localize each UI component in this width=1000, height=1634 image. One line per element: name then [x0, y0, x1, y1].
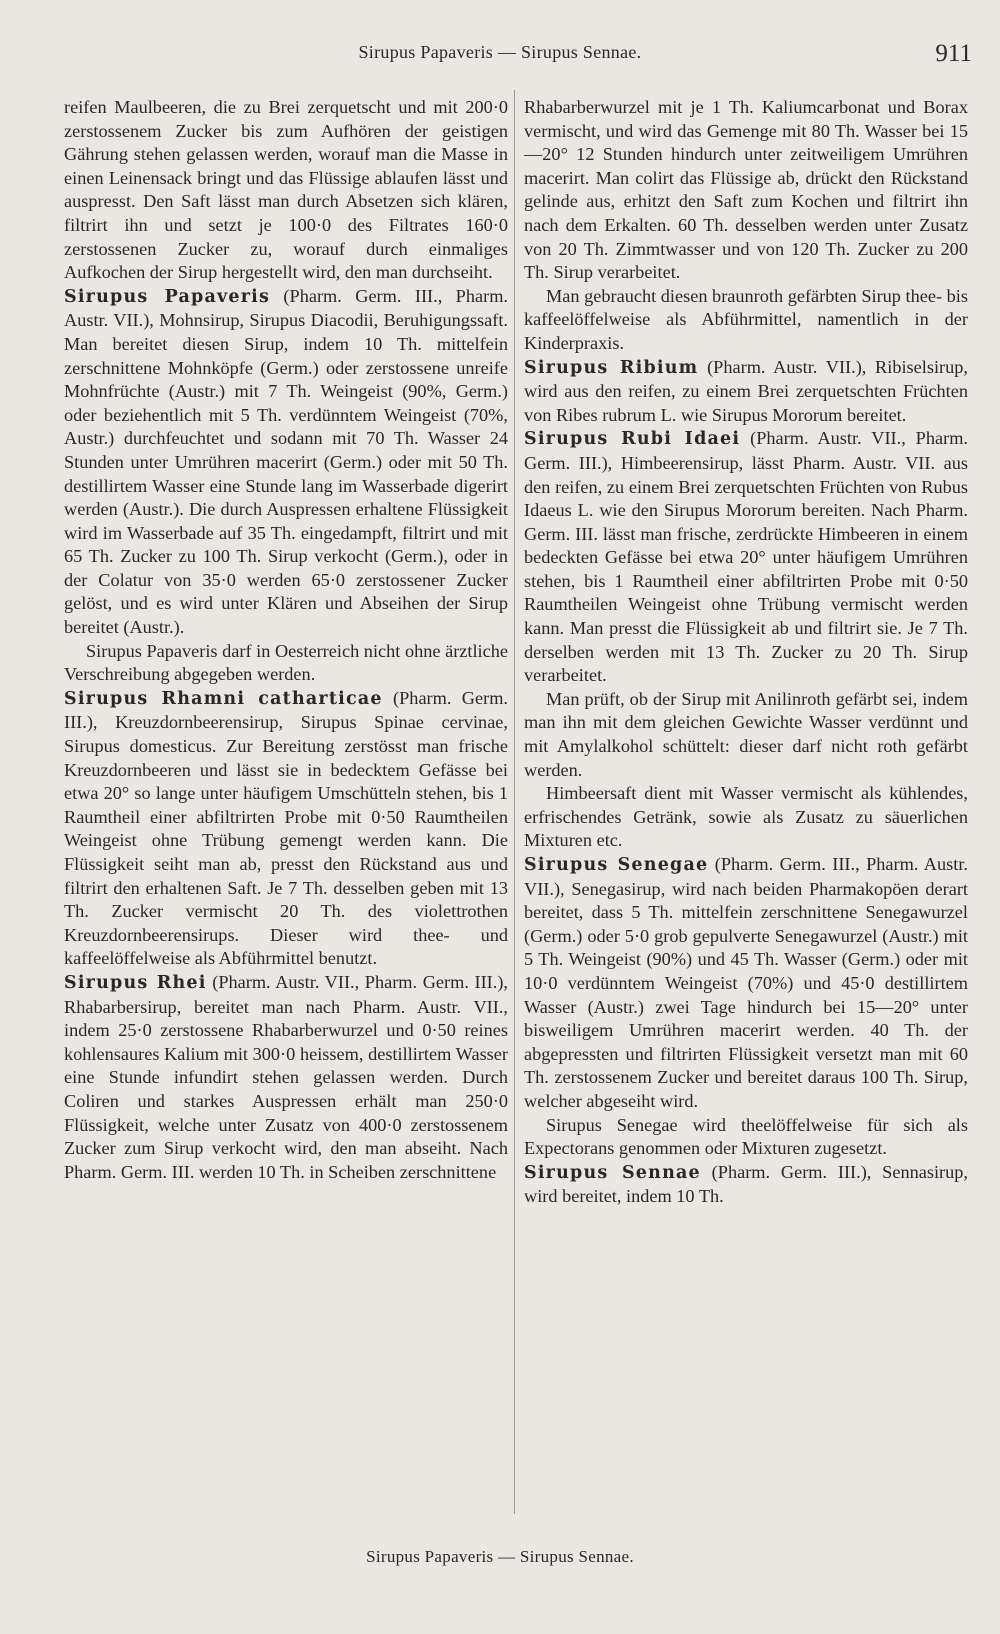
entry-heading: Sirupus Rhei [64, 972, 207, 993]
paragraph [524, 285, 968, 356]
page-header [0, 40, 1000, 76]
entry-heading: Sirupus Rhamni catharticae [64, 688, 383, 709]
entry-heading: Sirupus Senegae [524, 855, 709, 875]
paragraph-text: Man gebraucht diesen braunroth gefärbten Sirup thee- bis kaffeelöffelweise als Abführmittel, namentlich in der Kinderpraxis. [524, 285, 968, 353]
paragraph [524, 782, 968, 853]
paragraph-text: Rhabarberwurzel mit je 1 Th. Kaliumcarbonat und Borax vermischt, und wird das Gemenge mit 80 Th. Wasser bei 15—20° 12 Stunden hindurch unter zeitweiligem Umrühren macerirt. Man colirt das Flüssige ab, drückt den Rückstand gelinde aus, erhitzt den Saft zum Kochen und filtrirt ihn nach dem Erkalten. 60 Th. desselben werden unter Zusatz von 20 Th. Zimmtwasser und von 120 Th. Zucker zu 200 Th. Sirup verarbeitet. [524, 97, 968, 283]
running-footer: Sirupus Papaveris — Sirupus Sennae. [366, 1547, 634, 1566]
entry-heading: Sirupus Sennae [524, 1162, 701, 1183]
paragraph-text: Sirupus Senegae wird theelöffelweise für sich als Expectorans genommen oder Mixturen zugesetzt. [524, 1114, 968, 1159]
paragraph [524, 1114, 968, 1161]
entry-paragraph [64, 971, 508, 1184]
left-column [64, 96, 508, 1184]
paragraph-text: (Pharm. Austr. VII., Pharm. Germ. III.), Rhabarbersirup, bereitet man nach Pharm. Austr. VII., indem 25·0 zerstossene Rhabarberwurzel und 0·50 reines kohlensaures Kalium mit 300·0 heissem, destillirtem Wasser eine Stunde infundirt stehen gelassen werden. Durch Coliren und starkes Auspressen erhält man 250·0 Flüssigkeit, welche unter Zusatz von 400·0 zerstossenem Zucker zum Sirup verkocht wird, den man abseiht. Nach Pharm. Germ. III. werden 10 Th. in Scheiben zerschnittene [64, 971, 508, 1182]
paragraph-text: (Pharm. Austr. VII.), Ribiselsirup, wird aus den reifen, zu einem Brei zerquetschten Früchten von Ribes rubrum L. wie Sirupus Mororum bereitet. [524, 356, 968, 425]
entry-paragraph [64, 285, 508, 640]
entry-paragraph [524, 356, 968, 428]
entry-paragraph [524, 853, 968, 1114]
entry-paragraph [524, 427, 968, 688]
entry-paragraph [64, 687, 508, 971]
right-column [524, 96, 968, 1209]
paragraph-text: reifen Maulbeeren, die zu Brei zerquetscht und mit 200·0 zerstossenem Zucker bis zum Aufhören der geistigen Gährung stehen gelassen werden, worauf man die Masse in einen Leinensack bringt und das Flüssige ablaufen lässt und auspresst. Den Saft lässt man durch Absetzen sich klären, filtrirt ihn und setzt je 100·0 des Filtrates 160·0 zerstossenen Zucker zu, worauf durch einmaliges Aufkochen der Sirup hergestellt wird, den man durchseiht. [64, 97, 508, 283]
paragraph-text: (Pharm. Austr. VII., Pharm. Germ. III.), Himbeerensirup, lässt Pharm. Austr. VII. aus den reifen, zu einem Brei zerquetschten Früchten von Rubus Idaeus L. wie den Sirupus Mororum bereiten. Nach Pharm. Germ. III. lässt man frische, zerdrückte Himbeeren in einem bedeckten Gefässe bei etwa 20° unter häufigem Umrühren stehen, bis 1 Raumtheil einer abfiltrirten Probe mit 0·50 Raumtheilen Weingeist ohne Trübung vermischt werden kann. Man presst die Flüssigkeit ab und filtrirt sie. Je 7 Th. derselben werden mit 13 Th. Zucker zu 20 Th. Sirup verarbeitet. [524, 428, 968, 686]
paragraph [524, 96, 968, 285]
paragraph-text: (Pharm. Germ. III.), Sennasirup, wird bereitet, indem 10 Th. [524, 1161, 968, 1207]
paragraph-text: (Pharm. Germ. III.), Kreuzdornbeerensirup, Sirupus Spinae cervinae, Sirupus domesticus. Zur Bereitung zerstösst man frische Kreuzdornbeeren und lässt sie in bedecktem Gefässe bei etwa 20° so lange unter häufigem Umschütteln stehen, bis 1 Raumtheil einer abfiltrirten Probe mit 0·50 Raumtheilen Weingeist ohne Trübung gemengt werden kann. Die Flüssigkeit seiht man ab, presst den Rückstand aus und filtrirt den erhaltenen Saft. Je 7 Th. desselben geben mit 13 Th. Zucker vermischt 20 Th. des violettrothen Kreuzdornbeerensirups. Dieser wird thee- und kaffeelöffelweise als Abführmittel benutzt. [64, 687, 508, 969]
entry-heading: Sirupus Rubi Idaei [524, 429, 741, 450]
entry-heading: Sirupus Papaveris [64, 286, 271, 307]
page-number: 911 [935, 40, 972, 67]
paragraph-text: Sirupus Papaveris darf in Oesterreich nicht ohne ärztliche Verschreibung abgegeben werden. [64, 640, 508, 685]
paragraph-text: Himbeersaft dient mit Wasser vermischt als kühlendes, erfrischendes Getränk, sowie als Zusatz zu säuerlichen Mixturen etc. [524, 783, 968, 851]
paragraph-text: Man prüft, ob der Sirup mit Anilinroth gefärbt sei, indem man ihn mit dem gleichen Gewichte Wasser verdünnt und mit Amylalkohol schüttelt: dieser darf nicht roth gefärbt werden. [524, 688, 968, 780]
paragraph [524, 688, 968, 782]
paragraph-text: (Pharm. Germ. III., Pharm. Austr. VII.), Mohnsirup, Sirupus Diacodii, Beruhigungssaft. Man bereitet diesen Sirup, indem 10 Th. mittelfein zerschnittene Mohnköpfe (Germ.) oder zerstossene unreife Mohnfrüchte (Austr.) mit 7 Th. Weingeist (90%, Germ.) oder beziehentlich mit 5 Th. verdünntem Weingeist (70%, Austr.) durchfeuchtet und sodann mit 70 Th. Wasser 24 Stunden unter Umrühren macerirt (Germ.) oder mit 50 Th. destillirtem Wasser eine Stunde lang im Wasserbade digerirt werden (Austr.). Die durch Auspressen erhaltene Flüssigkeit wird im Wasserbade auf 35 Th. eingedampft, filtrirt und mit 65 Th. Zucker zu 100 Th. Sirup verkocht (Germ.), oder in der Colatur von 35·0 werden 65·0 zerstossener Zucker gelöst, und es wird unter Klären und Abseihen der Sirup bereitet (Austr.). [64, 285, 508, 638]
entry-heading: Sirupus Ribium [524, 357, 699, 378]
running-title: Sirupus Papaveris — Sirupus Sennae. [358, 42, 642, 62]
paragraph-text: (Pharm. Germ. III., Pharm. Austr. VII.), Senegasirup, wird nach beiden Pharmakopöen derart bereitet, dass 5 Th. mittelfein zerschnittene Senegawurzel (Germ.) oder 5·0 grob gepulverte Senegawurzel (Austr.) mit 5 Th. Weingeist (90%) und 45 Th. Wasser (Germ.) oder mit 10·0 verdünntem Weingeist (70%) und 45·0 destillirtem Wasser (Austr.) zwei Tage hindurch bei 15—20° unter bisweiligem Umrühren macerirt werden. 40 Th. der abgepressten und filtrirten Flüssigkeit versetzt man mit 60 Th. zerstossenem Zucker und bereitet daraus 100 Th. Sirup, welcher abgeseiht wird. [524, 854, 968, 1111]
paragraph [64, 96, 508, 285]
column-divider [514, 90, 515, 1514]
paragraph [64, 640, 508, 687]
entry-paragraph [524, 1161, 968, 1209]
